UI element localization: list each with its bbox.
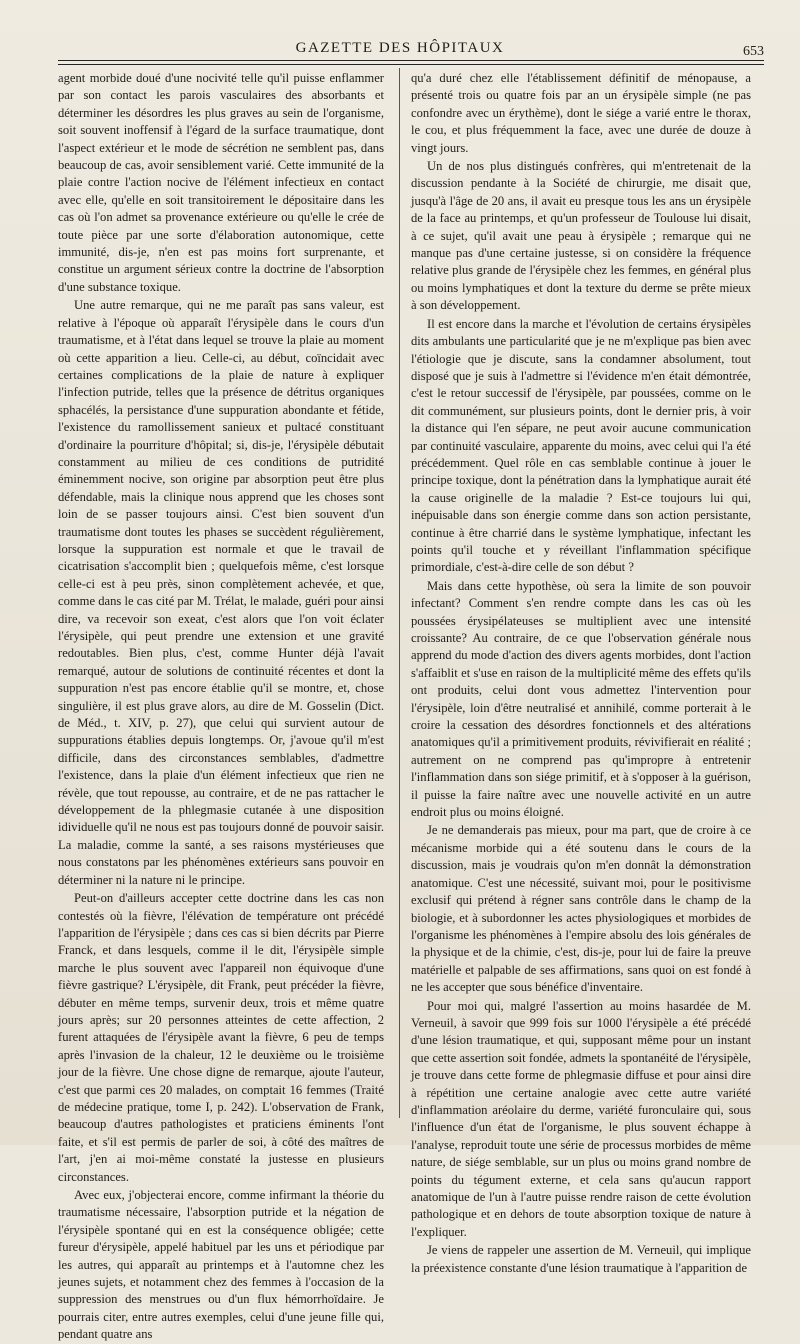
journal-title: GAZETTE DES HÔPITAUX bbox=[295, 40, 505, 56]
paragraph: Un de nos plus distingués confrères, qui m'entretenait de la discussion pendante à la Société de chirurgie, me disait que, jusqu'à l'âge de 20 ans, il avait eu presque tous les ans un érysipèle de la face au printemps, et qu'un professeur de Toulouse lui disait, à ce sujet, qu'il avait une peau à érysipèle ; remarque qui ne manque pas d'une certaine justesse, si on considère la fréquence relative plus grande de l'érysipèle chez les femmes, en général plus ou moins lymphatiques et dont la texture du derme se prête mieux à son développement. bbox=[411, 159, 751, 313]
paragraph: Il est encore dans la marche et l'évolution de certains érysipèles dits ambulants une particularité que je ne m'explique pas bien avec l'étiologie que je discute, sans la condamner absolument, tout disposé que je suis à l'admettre si l'évidence m'en était démontrée, c'est le retour successif de l'érysipèle, par poussées, comme on le dit communément, sur plusieurs points, dont le dernier pris, à voir la distance qui l'en sépare, ne peut avoir aucune communication par continuité vasculaire, apparente du moins, avec celui qui l'a été précédemment. Quel rôle en cas semblable continue à jouer le principe toxique, dont la pénétration dans la lymphatique aurait été la cause originelle de la maladie ? Est-ce toujours lui qui, inépuisable dans son énergie comme dans son action persistante, continue à être charrié dans le système lymphatique, infectant les points qu'il touche et y réveillant l'inflammation spécifique primordiale, c'est-à-dire celle de son début ? bbox=[411, 316, 751, 575]
paragraph: Peut-on d'ailleurs accepter cette doctrine dans les cas non contestés où la fièvre, l'élévation de température ont précédé l'apparition de l'érysipèle ; dans ces cas si bien décrits par Pierre Franck, et dans lesquels, comme il le dit, l'érysipèle simple marche le plus souvent avec l'appareil non équivoque d'une fièvre gastrique? L'érysipèle, dit Frank, peut précéder la fièvre, débuter en même temps, survenir deux, trois et même quatre jours après; sur 20 personnes atteintes de cette affection, 2 furent attaquées de l'érysipèle avant la fièvre, 6 peu de temps après l'invasion de la chaleur, 12 le deuxième ou le troisième jour de la fièvre. Une chose digne de remarque, ajoute l'auteur, c'est que parmi ces 20 malades, on comptait 16 femmes (Traité de médecine pratique, tome I, p. 242). L'observation de Frank, beaucoup d'autres pathologistes et praticiens éminents l'ont faite, et s'il est permis de parler de soi, à côté des maîtres de l'art, j'en ai moi-même constaté la justesse en plusieurs circonstances. bbox=[58, 891, 384, 1184]
paragraph: qu'a duré chez elle l'établissement définitif de ménopause, a présenté trois ou quatre fois par an un érysipèle simple (ne pas confondre avec un érythème), dont le siége a varié entre le thorax, le cou, et plus fréquemment la face, avec une durée de douze à vingt jours. bbox=[411, 71, 751, 155]
header-rule bbox=[58, 60, 764, 61]
paragraph: Avec eux, j'objecterai encore, comme infirmant la théorie du traumatisme nécessaire, l'absorption putride et la négation de l'érysipèle spontané qui en est la conséquence obligée; cette fureur d'érysipèle, appelé habituel par les uns et périodique par les autres, qui apparaît au printemps et à l'automne chez les jeunes sujets, et notamment chez des femmes à l'occasion de la suppression des menstrues ou d'un flux hémorrhoïdaire. Je pourrais citer, entre autres exemples, celui d'une jeune fille qui, pendant quatre ans bbox=[58, 1188, 384, 1342]
page-number: 653 bbox=[743, 44, 764, 59]
right-column bbox=[411, 70, 751, 1277]
left-column bbox=[58, 70, 384, 1344]
paragraph: Pour moi qui, malgré l'assertion au moins hasardée de M. Verneuil, à savoir que 999 fois sur 1000 l'érysipèle a été précédé d'une lésion traumatique, et qui, supposant même pour un instant que cette assertion soit fondée, admets la spontanéité de l'érysipèle, je trouve dans cette forme de phlegmasie diffuse et pour ainsi dire à répétition une certaine analogie avec cette autre variété d'inflammation aréolaire du derme, variété furonculaire qui, sous l'influence d'un état de l'organisme, le plus souvent échappe à l'analyse, reproduit toute une série de processus morbides de même nature, de siége semblable, sur un plus ou moins grand nombre de points du tégument externe, et cela sans qu'aucun rapport anatomique de l'un à l'autre puisse rendre raison de cette évolution pathologique et en dehors de toute absorption toxique de nature à l'expliquer. bbox=[411, 998, 751, 1239]
paragraph: Mais dans cette hypothèse, où sera la limite de son pouvoir infectant? Comment s'en rendre compte dans les cas où les poussées érysipélateuses se multiplient avec une intensité croissante? Au contraire, de ce que l'observation générale nous apprend du mode d'action des divers agents morbides, dont l'action s'affaiblit et s'use en raison de la multiplicité même des effets qu'ils ont produits, celui dont vous admettez l'intervention pour l'érysipèle, loin d'être neutralisé et annihilé, comme porterait à le croire la cessation des désordres fonctionnels et des altérations anatomiques qu'il a primitivement produits, révivifierait en réalité ; autrement on ne comprend pas qu'impropre à entretenir l'inflammation dans son siége primitif, et à s'opposer à la guérison, il puisse la faire naître avec une nouvelle activité en un autre endroit plus ou moins éloigné. bbox=[411, 578, 751, 820]
header-rule-thin bbox=[58, 64, 764, 65]
paragraph: Je viens de rappeler une assertion de M. Verneuil, qui implique la préexistence constante d'une lésion traumatique à l'apparition de bbox=[411, 1243, 751, 1275]
paragraph: agent morbide doué d'une nocivité telle qu'il puisse enflammer par son contact les parois vasculaires des absorbants et déterminer les désordres les plus graves au sein de l'organisme, soit souvent inoffensif à l'égard de la surface traumatique, dont l'aspect extérieur et le mode de sécrétion ne semblent pas, dans beaucoup de cas, avoir sensiblement varié. Cette immunité de la plaie contre l'action nocive de l'élément infectieux en contact avec elle, qu'elle en soit transitoirement le dépositaire dans les cas où l'on admet sa provenance extérieure ou qu'elle le crée de toute pièce par une sorte d'élaboration autonomique, cette immunité, dis-je, n'en est pas moins fort surprenante, et constitue un argument sérieux contre la doctrine de l'absorption d'une substance toxique. bbox=[58, 71, 384, 294]
paragraph: Je ne demanderais pas mieux, pour ma part, que de croire à ce mécanisme morbide qui a été soutenu dans le cours de la discussion, mais je voudrais qu'on m'en donnât la démonstration anatomique. C'est une nécessité, suivant moi, pour le positivisme exclusif qui prétend à régner sans contrôle dans le champ de la biologie, et à subordonner les actes physiologiques et morbides de l'organisme les phénomènes à l'empire absolu des lois générales de la physique et de la chimie, c'est, dis-je, pour lui de faire la preuve matérielle et palpable de ses affirmations, sans quoi on est fondé à ne les accepter que sous bénéfice d'inventaire. bbox=[411, 823, 751, 995]
paragraph: Une autre remarque, qui ne me paraît pas sans valeur, est relative à l'époque où apparaît l'érysipèle dans le cours d'un traumatisme, et à l'état dans lequel se trouve la plaie au moment où cette apparition a lieu. Celle-ci, au début, coïncidait avec certaines complications de la plaie de nature à expliquer l'infection putride, telles que la présence de détritus organiques sphacélés, la persistance d'une suppuration abondante et fétide, l'existence du ramollissement sanieux et pultacé constituant d'ordinaire la pourriture d'hôpital; si, dis-je, l'érysipèle débutait constamment au milieu de ces conditions de putridité éminemment nocive, son origine par absorption peut être plus défendable, mais la clinique nous apprend que les choses sont loin de se passer toujours ainsi. C'est bien souvent d'un traumatisme dont toutes les phases se succèdent régulièrement, lorsque la suppuration est normale et que le travail de cicatrisation s'accomplit bien ; quelquefois même, c'est lorsque celle-ci est à peu près, sinon complètement achevée, et que, comme dans le cas cité par M. Trélat, le malade, guéri pour ainsi dire, va recevoir son exeat, c'est alors que l'on voit éclater l'érysipèle, qui peut prendre une extension et une gravité redoutables. Bien plus, c'est, comme Hunter déjà l'avait remarqué, autour de solutions de continuité récentes et dont la suppuration n'est pas encore établie qu'il se montre, et, chose singulière, il est plus grave alors, au dire de M. Gosselin (Dict. de Méd., t. XIV, p. 27), que celui qui survient autour de suppurations établies depuis longtemps. Or, j'avoue qu'il m'est difficile, dans des circonstances semblables, d'admettre l'existence, dans la plaie d'un élément infectieux que rien ne révèle, que tout repousse, au contraire, et de ne pas rattacher le développement de la phlegmasie cutanée à une disposition idividuelle qu'il ne nous est pas toujours donné de pouvoir saisir. La maladie, comme la santé, a ses raisons mystérieuses que nous constatons par les phénomènes extérieurs sans pouvoir en déterminer ni la nature ni le principe. bbox=[58, 298, 384, 887]
column-divider bbox=[399, 68, 400, 1118]
